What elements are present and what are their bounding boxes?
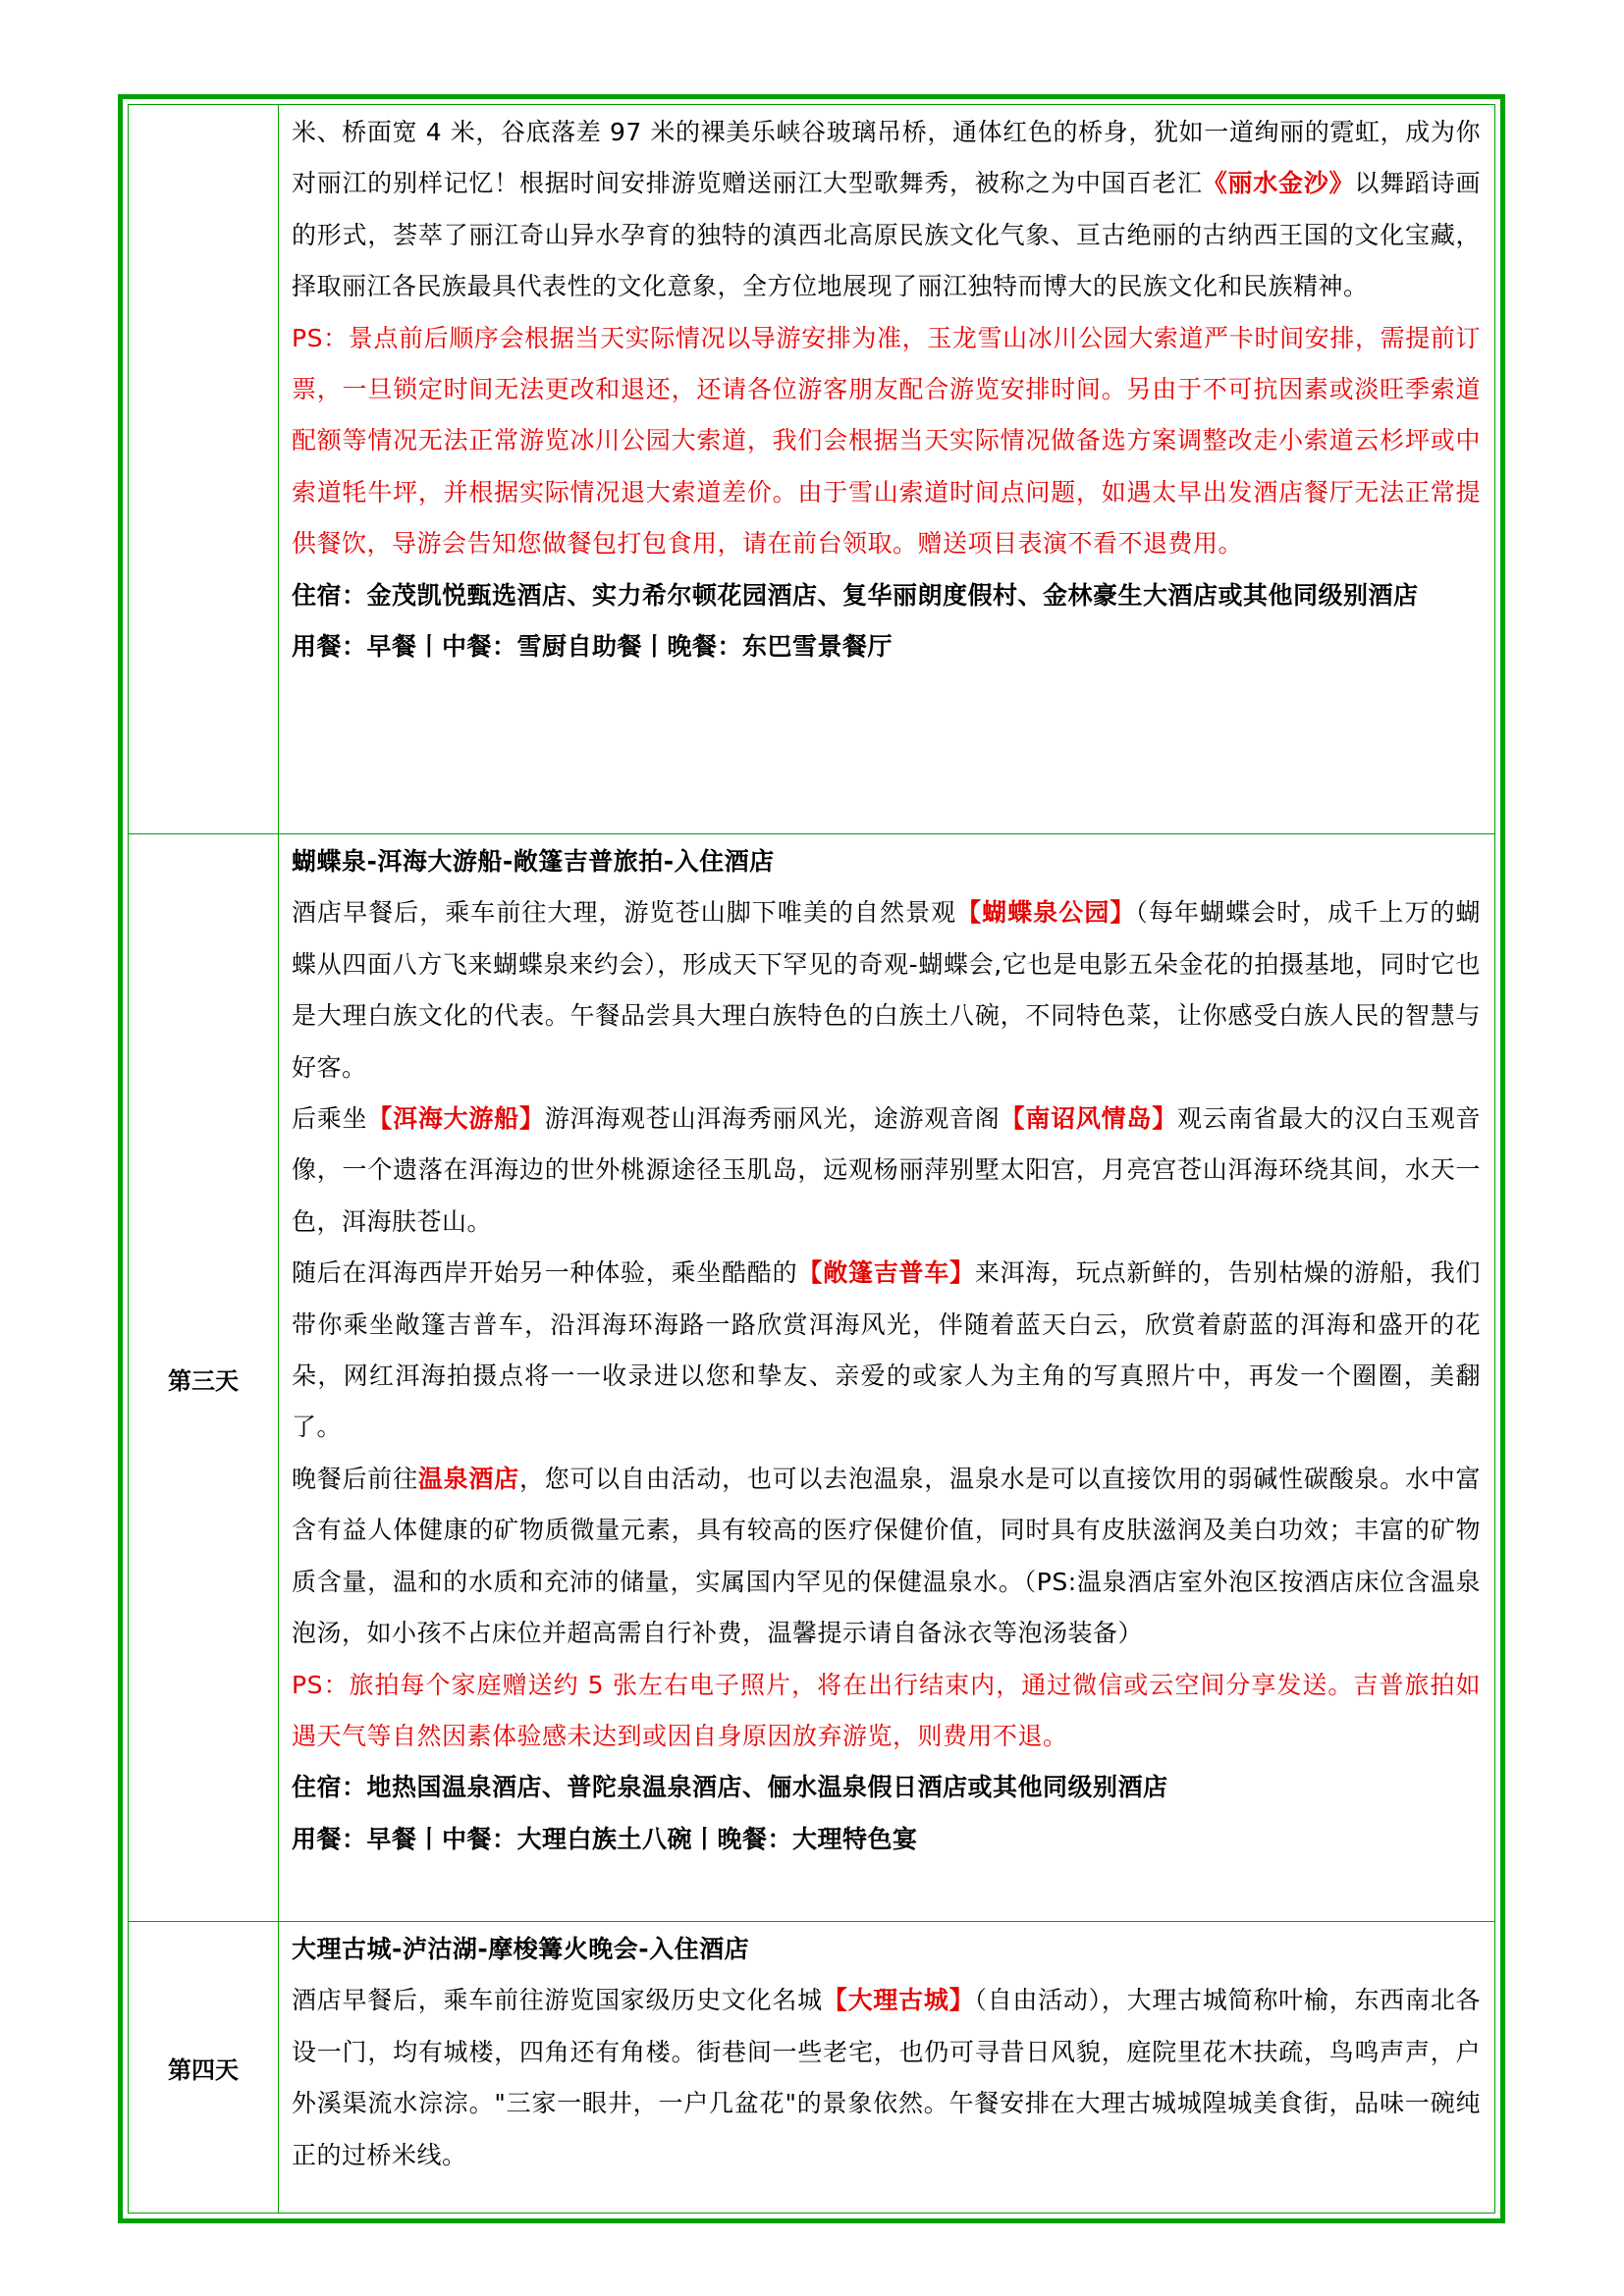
itinerary-table-inner [128,104,1495,2214]
show-name: 《丽水金沙》 [1202,169,1355,198]
table-row-day3 [129,833,1494,1922]
day2-hotel: 住宿：金茂凯悦甄选酒店、实力希尔顿花园酒店、复华丽朗度假村、金林豪生大酒店或其他同级别酒店 [292,580,1419,610]
attraction-name: 温泉酒店 [417,1464,519,1493]
attraction-name: 【蝴蝶泉公园】 [956,898,1136,928]
itinerary-table [118,94,1505,2223]
day2-ps-note: PS：景点前后顺序会根据当天实际情况以导游安排为准，玉龙雪山冰川公园大索道严卡时间安排，需提前订票，一旦锁定时间无法更改和退还，还请各位游客朋友配合游览安排时间。另由于不可抗因素或淡旺季索道配额等情况无法正常游览冰川公园大索道，我们会根据当天实际情况做备选方案调整改走小索道云杉坪或中索道牦牛坪，并根据实际情况退大索道差价。由于雪山索道时间点问题，如遇太早出发酒店餐厅无法正常提供餐饮，导游会告知您做餐包打包食用，请在前台领取。赠送项目表演不看不退费用。 [292,323,1481,559]
day-label: 第三天 [129,834,279,1922]
attraction-name: 【洱海大游船】 [367,1104,545,1134]
day3-paragraph-hotspring: 晚餐后前往温泉酒店，您可以自由活动，也可以去泡温泉，温泉水是可以直接饮用的弱碱性碳酸泉。水中富含有益人体健康的矿物质微量元素，具有较高的医疗保健价值，同时具有皮肤滋润及美白功效；丰富的矿物质含量，温和的水质和充沛的储量，实属国内罕见的保健温泉水。（PS:温泉酒店室外泡区按酒店床位含温泉泡汤，如小孩不占床位并超高需自行补费，温馨提示请自备泳衣等泡汤装备） [292,1464,1481,1648]
attraction-name: 【敞篷吉普车】 [797,1258,975,1288]
day3-hotel: 住宿：地热国温泉酒店、普陀泉温泉酒店、俪水温泉假日酒店或其他同级别酒店 [292,1773,1168,1802]
day3-paragraph-butterfly: 酒店早餐后，乘车前往大理，游览苍山脚下唯美的自然景观【蝴蝶泉公园】（每年蝴蝶会时，成千上万的蝴蝶从四面八方飞来蝴蝶泉来约会），形成天下罕见的奇观-蝴蝶会,它也是电影五朵金花的拍摄基地，同时它也是大理白族文化的代表。午餐品尝具大理白族特色的白族土八碗，不同特色菜，让你感受白族人民的智慧与好客。 [292,898,1481,1082]
table-row-day4 [129,1921,1494,2213]
day2-meals: 用餐：早餐丨中餐：雪厨自助餐丨晚餐：东巴雪景餐厅 [292,632,893,662]
day4-paragraph-dali: 酒店早餐后，乘车前往游览国家级历史文化名城【大理古城】（自由活动），大理古城简称叶榆，东西南北各设一门，均有城楼，四角还有角楼。街巷间一些老宅，也仍可寻昔日风貌，庭院里花木扶疏，鸟鸣声声，户外溪渠流水淙淙。"三家一眼井，一户几盆花"的景象依然。午餐安排在大理古城城隍城美食街，品味一碗纯正的过桥米线。 [292,1986,1481,2169]
day3-paragraph-jeep: 随后在洱海西岸开始另一种体验，乘坐酷酷的【敞篷吉普车】来洱海，玩点新鲜的，告别枯燥的游船，我们带你乘坐敞篷吉普车，沿洱海环海路一路欣赏洱海风光，伴随着蓝天白云，欣赏着蔚蓝的洱海和盛开的花朵，网红洱海拍摄点将一一收录进以您和挚友、亲爱的或家人为主角的写真照片中，再发一个圈圈，美翻了。 [292,1258,1481,1442]
day3-meals: 用餐：早餐丨中餐：大理白族土八碗丨晚餐：大理特色宴 [292,1824,918,1853]
day3-ps-note: PS：旅拍每个家庭赠送约 5 张左右电子照片，将在出行结束内，通过微信或云空间分享发送。吉普旅拍如遇天气等自然因素体验感未达到或因自身原因放弃游览，则费用不退。 [292,1670,1481,1750]
day3-paragraph-erhai: 后乘坐【洱海大游船】游洱海观苍山洱海秀丽风光，途游观音阁【南诏风情岛】观云南省最大的汉白玉观音像，一个遗落在洱海边的世外桃源途径玉肌岛，远观杨丽萍别墅太阳宫，月亮宫苍山洱海环绕其间，水天一色，洱海肤苍山。 [292,1104,1481,1236]
table-row-day2-continued [129,105,1494,833]
day2-content [292,107,1481,672]
attraction-name: 【大理古城】 [822,1986,975,2015]
day-label-cell-empty [129,105,279,833]
day4-content [292,1924,1481,2181]
day2-description: 米、桥面宽 4 米，谷底落差 97 米的裸美乐峡谷玻璃吊桥，通体红色的桥身，犹如一道绚丽的霓虹，成为你对丽江的别样记忆！根据时间安排游览赠送丽江大型歌舞秀，被称之为中国百老汇《丽水金沙》以舞蹈诗画的形式，荟萃了丽江奇山异水孕育的独特的滇西北高原民族文化气象、亘古绝丽的古纳西王国的文化宝藏，择取丽江各民族最具代表性的文化意象，全方位地展现了丽江独特而博大的民族文化和民族精神。 [292,118,1481,301]
day3-content [292,836,1481,1865]
day3-title: 蝴蝶泉-洱海大游船-敞篷吉普旅拍-入住酒店 [292,847,775,876]
attraction-name: 【南诏风情岛】 [1000,1104,1177,1134]
day-label: 第四天 [129,1922,279,2213]
day4-title: 大理古城-泸沽湖-摩梭篝火晚会-入住酒店 [292,1935,750,1963]
